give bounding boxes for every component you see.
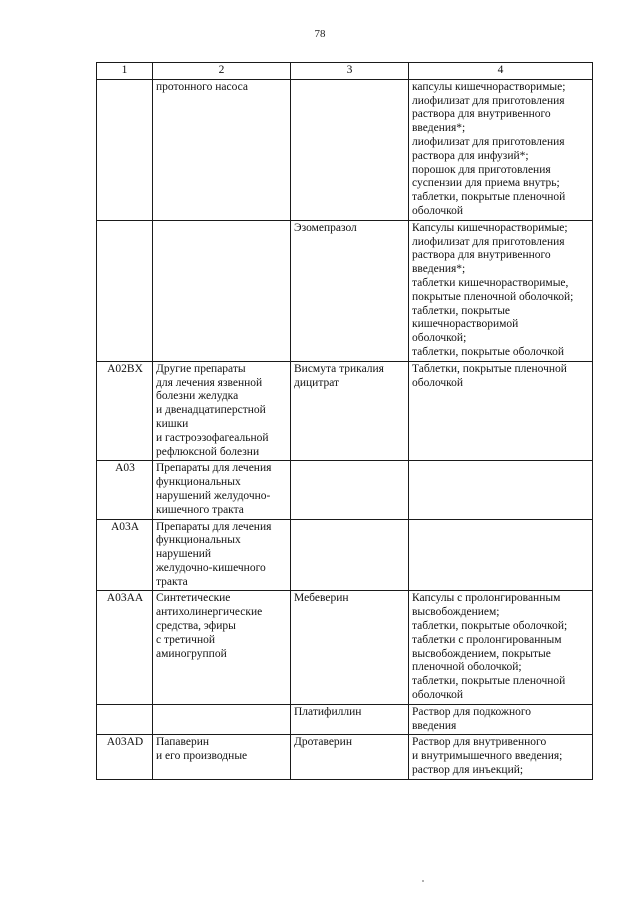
cell-line: высвобождением, покрытые bbox=[412, 647, 551, 660]
cell-line: с третичной bbox=[156, 633, 216, 646]
table-body bbox=[97, 79, 593, 779]
scan-dot bbox=[422, 880, 424, 882]
cell-line: капсулы кишечнорастворимые; bbox=[412, 80, 566, 93]
dosage-forms-cell bbox=[409, 735, 593, 779]
cell-line: лиофилизат для приготовления bbox=[412, 235, 565, 248]
cell-line: раствора для инфузий*; bbox=[412, 149, 529, 162]
group-name-cell bbox=[153, 704, 291, 735]
atc-code-cell: A03 bbox=[97, 461, 153, 519]
cell-line: Раствор для подкожного bbox=[412, 705, 532, 718]
cell-line: Синтетические bbox=[156, 592, 231, 605]
cell-line: кишки bbox=[156, 417, 189, 430]
cell-line: раствора для внутривенного bbox=[412, 249, 551, 262]
cell-line: болезни желудка bbox=[156, 390, 239, 403]
group-name-cell bbox=[153, 79, 291, 220]
cell-line: Раствор для внутривенного bbox=[412, 736, 547, 749]
cell-line: антихолинергические bbox=[156, 606, 263, 619]
table-row bbox=[97, 461, 593, 519]
cell-line: Дротаверин bbox=[294, 736, 352, 749]
header-col-2: 2 bbox=[153, 63, 291, 80]
cell-line: раствор для инъекций; bbox=[412, 764, 524, 777]
header-col-3: 3 bbox=[291, 63, 409, 80]
table-row bbox=[97, 220, 593, 361]
table-row bbox=[97, 79, 593, 220]
table-row bbox=[97, 361, 593, 461]
cell-line: высвобождением; bbox=[412, 606, 500, 619]
atc-code-cell bbox=[97, 220, 153, 361]
drug-name-cell bbox=[291, 735, 409, 779]
cell-line: Мебеверин bbox=[294, 592, 349, 605]
group-name-cell bbox=[153, 220, 291, 361]
dosage-forms-cell bbox=[409, 361, 593, 461]
drug-name-cell bbox=[291, 461, 409, 519]
cell-line: аминогруппой bbox=[156, 647, 227, 660]
cell-line: введения*; bbox=[412, 122, 466, 135]
cell-line: нарушений bbox=[156, 548, 212, 561]
dosage-forms-cell bbox=[409, 704, 593, 735]
drug-name-cell bbox=[291, 220, 409, 361]
drug-name-cell bbox=[291, 704, 409, 735]
table-row bbox=[97, 591, 593, 704]
cell-line: для лечения язвенной bbox=[156, 376, 263, 389]
group-name-cell bbox=[153, 361, 291, 461]
header-col-4: 4 bbox=[409, 63, 593, 80]
cell-line: пленочной оболочкой; bbox=[412, 661, 522, 674]
cell-line: таблетки, покрытые оболочкой bbox=[412, 345, 564, 358]
cell-line: введения bbox=[412, 719, 457, 732]
dosage-forms-cell bbox=[409, 461, 593, 519]
cell-line: кишечнорастворимой bbox=[412, 318, 519, 331]
group-name-cell bbox=[153, 735, 291, 779]
cell-line: таблетки, покрытые пленочной bbox=[412, 191, 566, 204]
cell-line: Таблетки, покрытые пленочной bbox=[412, 362, 567, 375]
cell-line: Другие препараты bbox=[156, 362, 246, 375]
cell-line: таблетки с пролонгированным bbox=[412, 633, 562, 646]
cell-line: раствора для внутривенного bbox=[412, 108, 551, 121]
cell-line: функциональных bbox=[156, 476, 241, 489]
cell-line: оболочкой bbox=[412, 689, 464, 702]
cell-line: рефлюксной болезни bbox=[156, 445, 260, 458]
cell-line: Эзомепразол bbox=[294, 221, 357, 234]
cell-line: Папаверин bbox=[156, 736, 210, 749]
table-row bbox=[97, 735, 593, 779]
cell-line: и его производные bbox=[156, 750, 248, 763]
group-name-cell bbox=[153, 591, 291, 704]
atc-code-cell: A03A bbox=[97, 519, 153, 591]
atc-code-cell: A02BX bbox=[97, 361, 153, 461]
dosage-forms-cell bbox=[409, 591, 593, 704]
drug-name-cell bbox=[291, 519, 409, 591]
cell-line: таблетки кишечнорастворимые, bbox=[412, 276, 569, 289]
cell-line: оболочкой bbox=[412, 376, 464, 389]
atc-code-cell: A03AA bbox=[97, 591, 153, 704]
table-row bbox=[97, 519, 593, 591]
cell-line: Препараты для лечения bbox=[156, 462, 272, 475]
cell-line: лиофилизат для приготовления bbox=[412, 94, 565, 107]
dosage-forms-cell bbox=[409, 79, 593, 220]
cell-line: Капсулы кишечнорастворимые; bbox=[412, 221, 568, 234]
cell-line: Препараты для лечения bbox=[156, 520, 272, 533]
cell-line: оболочкой bbox=[412, 204, 464, 217]
drug-name-cell bbox=[291, 79, 409, 220]
cell-line: нарушений желудочно- bbox=[156, 489, 271, 502]
cell-line: таблетки, покрытые пленочной bbox=[412, 675, 566, 688]
header-col-1: 1 bbox=[97, 63, 153, 80]
group-name-cell bbox=[153, 461, 291, 519]
cell-line: покрытые пленочной оболочкой; bbox=[412, 290, 574, 303]
cell-line: средства, эфиры bbox=[156, 620, 236, 633]
cell-line: порошок для приготовления bbox=[412, 163, 551, 176]
drug-name-cell bbox=[291, 361, 409, 461]
cell-line: дицитрат bbox=[294, 376, 340, 389]
cell-line: таблетки, покрытые оболочкой; bbox=[412, 620, 568, 633]
cell-line: Висмута трикалия bbox=[294, 362, 384, 375]
cell-line: тракта bbox=[156, 575, 188, 588]
cell-line: суспензии для приема внутрь; bbox=[412, 177, 560, 190]
cell-line: Капсулы с пролонгированным bbox=[412, 592, 561, 605]
cell-line: и двенадцатиперстной bbox=[156, 404, 266, 417]
cell-line: функциональных bbox=[156, 534, 241, 547]
cell-line: протонного насоса bbox=[156, 80, 248, 93]
header-row bbox=[97, 63, 593, 80]
cell-line: кишечного тракта bbox=[156, 503, 244, 516]
dosage-forms-cell bbox=[409, 220, 593, 361]
cell-line: введения*; bbox=[412, 263, 466, 276]
cell-line: и гастроэзофагеальной bbox=[156, 431, 269, 444]
cell-line: и внутримышечного введения; bbox=[412, 750, 563, 763]
atc-code-cell: A03AD bbox=[97, 735, 153, 779]
group-name-cell bbox=[153, 519, 291, 591]
drug-table bbox=[96, 62, 593, 780]
cell-line: лиофилизат для приготовления bbox=[412, 135, 565, 148]
atc-code-cell bbox=[97, 704, 153, 735]
cell-line: оболочкой; bbox=[412, 332, 467, 345]
dosage-forms-cell bbox=[409, 519, 593, 591]
cell-line: желудочно-кишечного bbox=[156, 561, 266, 574]
drug-name-cell bbox=[291, 591, 409, 704]
page-number: 78 bbox=[314, 28, 326, 40]
cell-line: Платифиллин bbox=[294, 705, 362, 718]
table-row bbox=[97, 704, 593, 735]
cell-line: таблетки, покрытые bbox=[412, 304, 511, 317]
atc-code-cell bbox=[97, 79, 153, 220]
